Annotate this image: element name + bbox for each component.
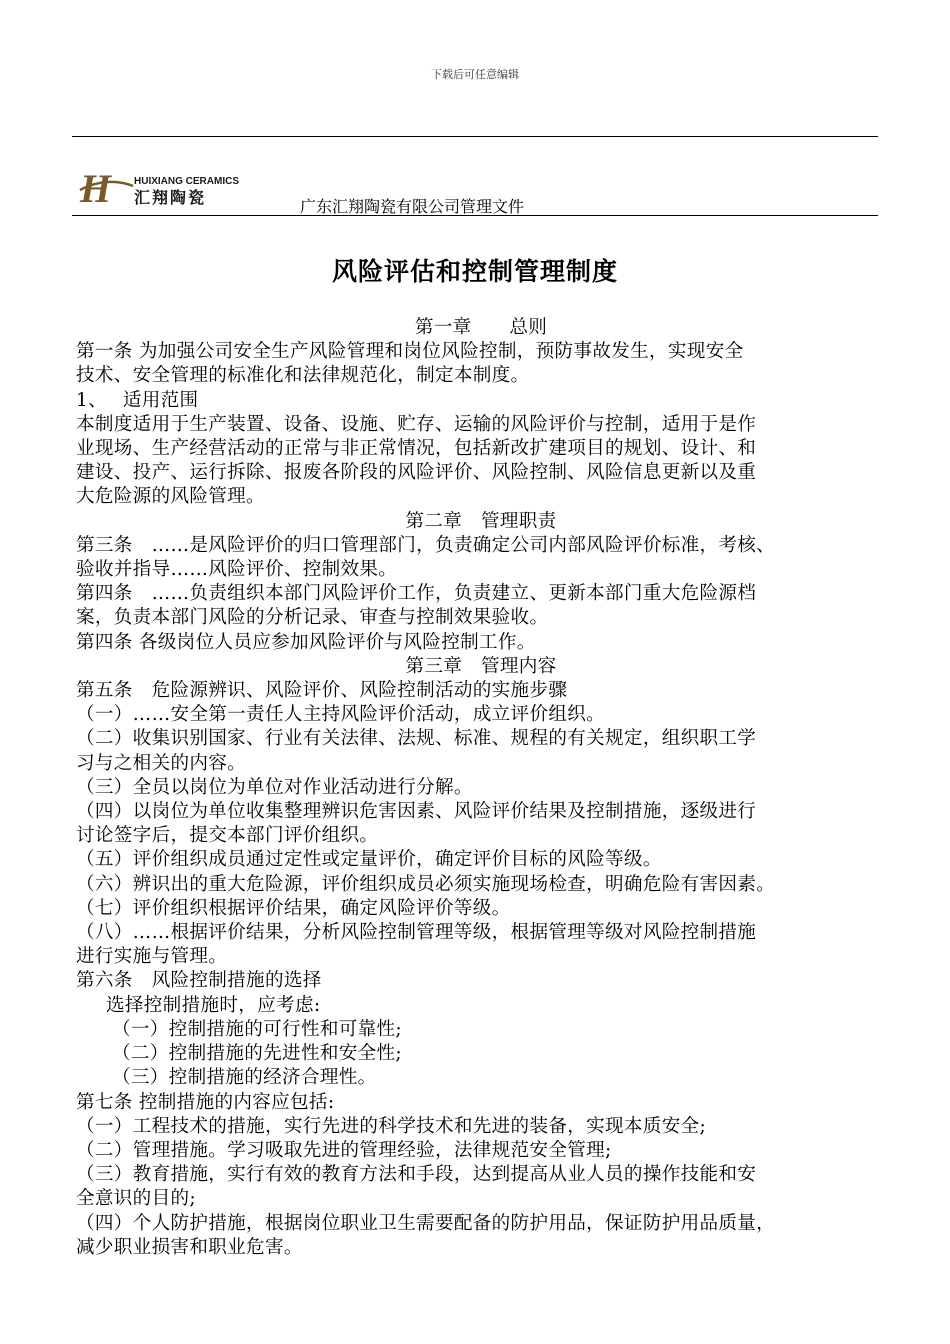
top-note: 下载后可任意编辑 <box>431 68 519 81</box>
chapter-heading: 第一章 总则 <box>414 317 548 338</box>
list-item: （一）控制措施的可行性和可靠性; <box>112 1018 402 1040</box>
article-text: 案，负责本部门风险的分析记录、审查与控制效果验收。 <box>76 607 549 629</box>
header-rule-top <box>72 136 878 137</box>
company-title: 广东汇翔陶瓷有限公司管理文件 <box>300 197 525 216</box>
huixiang-logo-icon <box>78 166 248 208</box>
article-text: 第六条 风险控制措施的选择 <box>76 970 322 992</box>
list-item: （二）控制措施的先进性和安全性; <box>112 1043 402 1065</box>
chapter-heading: 第二章 管理职责 <box>405 510 557 532</box>
article-text: 第三条 ……是风险评价的归口管理部门，负责确定公司内部风险评价标准，考核、 <box>76 534 776 556</box>
list-item: （六）辨识出的重大危险源，评价组织成员必须实施现场检查，明确危险有害因素。 <box>76 873 776 895</box>
paragraph-text: 大危险源的风险管理。 <box>76 486 265 508</box>
list-item: （一）……安全第一责任人主持风险评价活动，成立评价组织。 <box>76 704 606 726</box>
paragraph-text: 业现场、生产经营活动的正常与非正常情况，包括新改扩建项目的规划、设计、和 <box>76 438 757 460</box>
list-item: （二）管理措施。学习吸取先进的管理经验，法律规范安全管理; <box>76 1139 612 1161</box>
section-heading: 1、 适用范围 <box>76 389 199 411</box>
list-item: 全意识的目的; <box>76 1188 196 1210</box>
list-item: （四）以岗位为单位收集整理辨识危害因素、风险评价结果及控制措施，逐级进行 <box>76 801 757 823</box>
logo-brand-cn: 汇翔陶瓷 <box>134 188 207 207</box>
list-item: （五）评价组织成员通过定性或定量评价，确定评价目标的风险等级。 <box>76 849 662 871</box>
chapter-heading: 第三章 管理内容 <box>405 655 557 677</box>
document-body <box>76 316 886 1260</box>
list-item: （三）教育措施，实行有效的教育方法和手段，达到提高从业人员的操作技能和安 <box>76 1164 757 1186</box>
list-item: （七）评价组织根据评价结果，确定风险评价等级。 <box>76 897 511 919</box>
list-item: （三）全员以岗位为单位对作业活动进行分解。 <box>76 776 473 798</box>
article-text: 第五条 危险源辨识、风险评价、风险控制活动的实施步骤 <box>76 680 568 702</box>
paragraph-text: 本制度适用于生产装置、设备、设施、贮存、运输的风险评价与控制，适用于是作 <box>76 413 757 435</box>
paragraph-text: 建设、投产、运行拆除、报废各阶段的风险评价、风险控制、风险信息更新以及重 <box>76 462 757 484</box>
header-rule-bottom <box>72 215 878 216</box>
logo-mark: H <box>80 166 112 208</box>
logo-brand-en: HUIXIANG CERAMICS <box>134 176 240 187</box>
list-item: （二）收集识别国家、行业有关法律、法规、标准、规程的有关规定，组织职工学 <box>76 728 757 750</box>
company-logo <box>78 166 248 208</box>
indented-text: 选择控制措施时，应考虑: <box>106 994 321 1016</box>
article-text: 技术、安全管理的标准化和法律规范化，制定本制度。 <box>76 365 530 387</box>
list-item: 讨论签字后，提交本部门评价组织。 <box>76 825 379 847</box>
list-item: 习与之相关的内容。 <box>76 752 247 774</box>
list-item: （一）工程技术的措施，实行先进的科学技术和先进的装备，实现本质安全; <box>76 1115 707 1137</box>
list-item: （三）控制措施的经济合理性。 <box>112 1067 377 1089</box>
list-item: 减少职业损害和职业危害。 <box>76 1236 303 1258</box>
article-text: 验收并指导……风险评价、控制效果。 <box>76 559 398 581</box>
article-text: 第四条 ……负责组织本部门风险评价工作，负责建立、更新本部门重大危险源档 <box>76 583 757 605</box>
document-title: 风险评估和控制管理制度 <box>331 257 618 286</box>
article-text: 第七条 控制措施的内容应包括: <box>76 1091 335 1113</box>
list-item: 进行实施与管理。 <box>76 946 228 968</box>
list-item: （四）个人防护措施，根据岗位职业卫生需要配备的防护用品，保证防护用品质量， <box>76 1212 776 1234</box>
article-text: 第四条 各级岗位人员应参加风险评价与风险控制工作。 <box>76 631 536 653</box>
list-item: （八）……根据评价结果，分析风险控制管理等级，根据管理等级对风险控制措施 <box>76 922 757 944</box>
article-text: 第一条 为加强公司安全生产风险管理和岗位风险控制，预防事故发生，实现安全 <box>76 341 744 363</box>
